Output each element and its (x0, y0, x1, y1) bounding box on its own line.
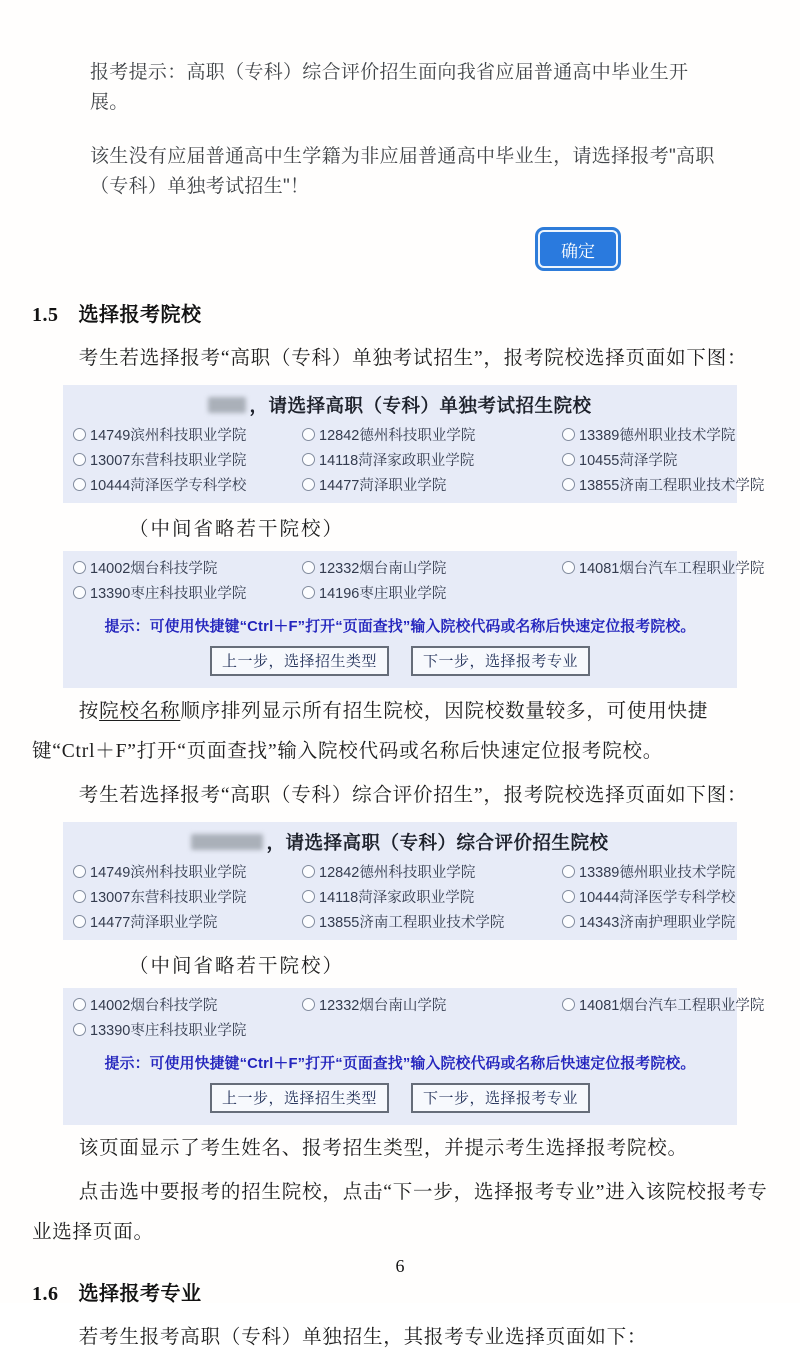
paragraph-text: 按 (78, 701, 100, 722)
radio-icon (302, 478, 315, 491)
section-title: 选择报考专业 (78, 1283, 202, 1305)
radio-icon (73, 453, 86, 466)
paragraph-text: 顺序排列显示所有招生院校，因院校数量较多，可使用快捷键“Ctrl＋F”打开“页面查找”输入院校代码或名称后快速定位报考院校。 (32, 701, 709, 762)
paragraph-intro-single-exam: 考生若选择报考“高职（专科）单独考试招生”，报考院校选择页面如下图： (78, 348, 748, 369)
college-options-grid (71, 555, 765, 605)
radio-icon (302, 915, 315, 928)
college-list-top-block (63, 822, 737, 940)
ctrl-f-tip: 提示：可使用快捷键“Ctrl＋F”打开“页面查找”输入院校代码或名称后快速定位报考院校。 (104, 1056, 696, 1072)
college-name: 13389德州职业技术学院 (579, 865, 736, 881)
college-option[interactable] (562, 861, 735, 882)
next-step-button[interactable]: 下一步，选择报考专业 (411, 1083, 590, 1113)
college-name: 13390枣庄科技职业学院 (90, 1023, 247, 1039)
college-name: 10444菏泽医学专科学校 (579, 890, 736, 906)
college-name: 12842德州科技职业学院 (319, 428, 476, 444)
college-name: 12332烟台南山学院 (319, 561, 447, 577)
screenshot-comprehensive-colleges (63, 822, 765, 1125)
radio-icon (562, 428, 575, 441)
radio-icon (73, 1023, 86, 1036)
college-options-grid (71, 422, 765, 497)
section-number: 1.5 (32, 304, 59, 326)
college-option[interactable] (302, 582, 562, 603)
college-option[interactable] (562, 557, 764, 578)
college-name: 14749滨州科技职业学院 (90, 428, 247, 444)
paragraph-page-shows: 该页面显示了考生姓名、报考招生类型，并提示考生选择报考院校。 (78, 1138, 688, 1159)
page-number: 6 (395, 1256, 405, 1276)
college-name: 10444菏泽医学专科学校 (90, 478, 247, 494)
college-name: 13007东营科技职业学院 (90, 453, 247, 469)
college-option[interactable] (73, 449, 302, 470)
section-number: 1.6 (32, 1283, 59, 1305)
college-option[interactable] (302, 474, 562, 495)
paragraph-intro-major: 若考生报考高职（专科）单独招生，其报考专业选择页面如下： (78, 1327, 648, 1348)
radio-icon (302, 586, 315, 599)
next-step-button[interactable]: 下一步，选择报考专业 (411, 646, 590, 676)
college-option[interactable] (73, 582, 302, 603)
radio-icon (73, 478, 86, 491)
college-option[interactable] (562, 911, 735, 932)
college-name: 12842德州科技职业学院 (319, 865, 476, 881)
college-list-bottom-block (63, 551, 765, 688)
college-name: 14477菏泽职业学院 (90, 915, 218, 931)
radio-icon (73, 561, 86, 574)
step-buttons-row (71, 1083, 729, 1113)
college-option[interactable] (302, 861, 562, 882)
college-name: 14081烟台汽车工程职业学院 (579, 561, 765, 577)
section-1-6-heading (32, 1277, 768, 1306)
screenshot-single-exam-colleges (63, 385, 765, 688)
college-option[interactable] (73, 474, 302, 495)
college-list-top-block (63, 385, 765, 503)
dialog-message-2: 该生没有应届普通高中生学籍为非应届普通高中毕业生，请选择报考"高职（专科）单独考试招生"！ (90, 146, 715, 197)
college-option[interactable] (302, 557, 562, 578)
college-option[interactable] (302, 424, 562, 445)
radio-icon (562, 890, 575, 903)
college-option[interactable] (73, 424, 302, 445)
college-option[interactable] (562, 424, 764, 445)
college-option[interactable] (302, 994, 562, 1015)
radio-icon (562, 478, 575, 491)
radio-icon (562, 865, 575, 878)
prev-step-button[interactable]: 上一步，选择招生类型 (210, 646, 389, 676)
college-option[interactable] (73, 994, 302, 1015)
college-option[interactable] (73, 886, 302, 907)
radio-icon (302, 561, 315, 574)
college-name: 13007东营科技职业学院 (90, 890, 247, 906)
paragraph-click-next: 点击选中要报考的招生院校，点击“下一步，选择报考专业”进入该院校报考专业选择页面。 (32, 1182, 768, 1243)
college-name: 10455菏泽学院 (579, 453, 678, 469)
radio-icon (562, 453, 575, 466)
college-option[interactable] (562, 474, 764, 495)
paragraph-sort-order (32, 692, 770, 772)
radio-icon (302, 453, 315, 466)
college-name: 14118菏泽家政职业学院 (319, 453, 475, 469)
alert-dialog (90, 58, 718, 274)
radio-icon (73, 865, 86, 878)
screenshot-title-text: ，请选择高职（专科）综合评价招生院校 (266, 832, 609, 853)
college-options-grid (71, 859, 736, 934)
radio-icon (73, 890, 86, 903)
radio-icon (73, 586, 86, 599)
section-title: 选择报考院校 (78, 304, 202, 326)
college-name: 13855济南工程职业技术学院 (319, 915, 505, 931)
radio-icon (562, 561, 575, 574)
ctrl-f-tip: 提示：可使用快捷键“Ctrl＋F”打开“页面查找”输入院校代码或名称后快速定位报考院校。 (104, 619, 696, 635)
censored-student-name (191, 834, 263, 850)
dialog-button-row (534, 226, 718, 274)
screenshot-title (71, 389, 729, 422)
college-name: 13389德州职业技术学院 (579, 428, 736, 444)
college-name: 13855济南工程职业技术学院 (579, 478, 765, 494)
college-option[interactable] (73, 911, 302, 932)
step-buttons-row (71, 646, 729, 676)
college-option[interactable] (562, 994, 764, 1015)
radio-icon (73, 915, 86, 928)
college-option[interactable] (73, 861, 302, 882)
college-option[interactable] (562, 886, 735, 907)
prev-step-button[interactable]: 上一步，选择招生类型 (210, 1083, 389, 1113)
college-name: 14343济南护理职业学院 (579, 915, 736, 931)
radio-icon (562, 915, 575, 928)
college-name: 14477菏泽职业学院 (319, 478, 447, 494)
college-name: 13390枣庄科技职业学院 (90, 586, 247, 602)
college-option[interactable] (73, 557, 302, 578)
dialog-message-1: 报考提示：高职（专科）综合评价招生面向我省应届普通高中毕业生开展。 (90, 62, 689, 113)
screenshot-title-text: ，请选择高职（专科）单独考试招生院校 (249, 395, 592, 416)
radio-icon (302, 998, 315, 1011)
section-1-5-heading (32, 298, 768, 327)
paragraph-intro-comprehensive: 考生若选择报考“高职（专科）综合评价招生”，报考院校选择页面如下图： (78, 785, 748, 806)
radio-icon (302, 865, 315, 878)
college-name: 14196枣庄职业学院 (319, 586, 447, 602)
college-option[interactable] (302, 911, 562, 932)
confirm-button[interactable]: 确定 (538, 230, 618, 268)
college-list-bottom-block (63, 988, 765, 1125)
radio-icon (302, 428, 315, 441)
college-option[interactable] (562, 449, 764, 470)
censored-student-name (208, 397, 246, 413)
omitted-colleges-note: （中间省略若干院校） (129, 956, 345, 977)
college-options-grid (71, 992, 765, 1042)
radio-icon (562, 998, 575, 1011)
college-name: 14081烟台汽车工程职业学院 (579, 998, 765, 1014)
college-option[interactable] (73, 1019, 302, 1040)
college-name: 12332烟台南山学院 (319, 998, 447, 1014)
college-name: 14002烟台科技学院 (90, 998, 218, 1014)
college-option[interactable] (302, 449, 562, 470)
college-option[interactable] (302, 886, 562, 907)
college-name: 14749滨州科技职业学院 (90, 865, 247, 881)
college-name: 14002烟台科技学院 (90, 561, 218, 577)
radio-icon (73, 998, 86, 1011)
underlined-college-name-text: 院校名称 (99, 701, 181, 722)
omitted-colleges-note: （中间省略若干院校） (129, 519, 345, 540)
radio-icon (302, 890, 315, 903)
screenshot-title (71, 826, 729, 859)
radio-icon (73, 428, 86, 441)
college-name: 14118菏泽家政职业学院 (319, 890, 475, 906)
